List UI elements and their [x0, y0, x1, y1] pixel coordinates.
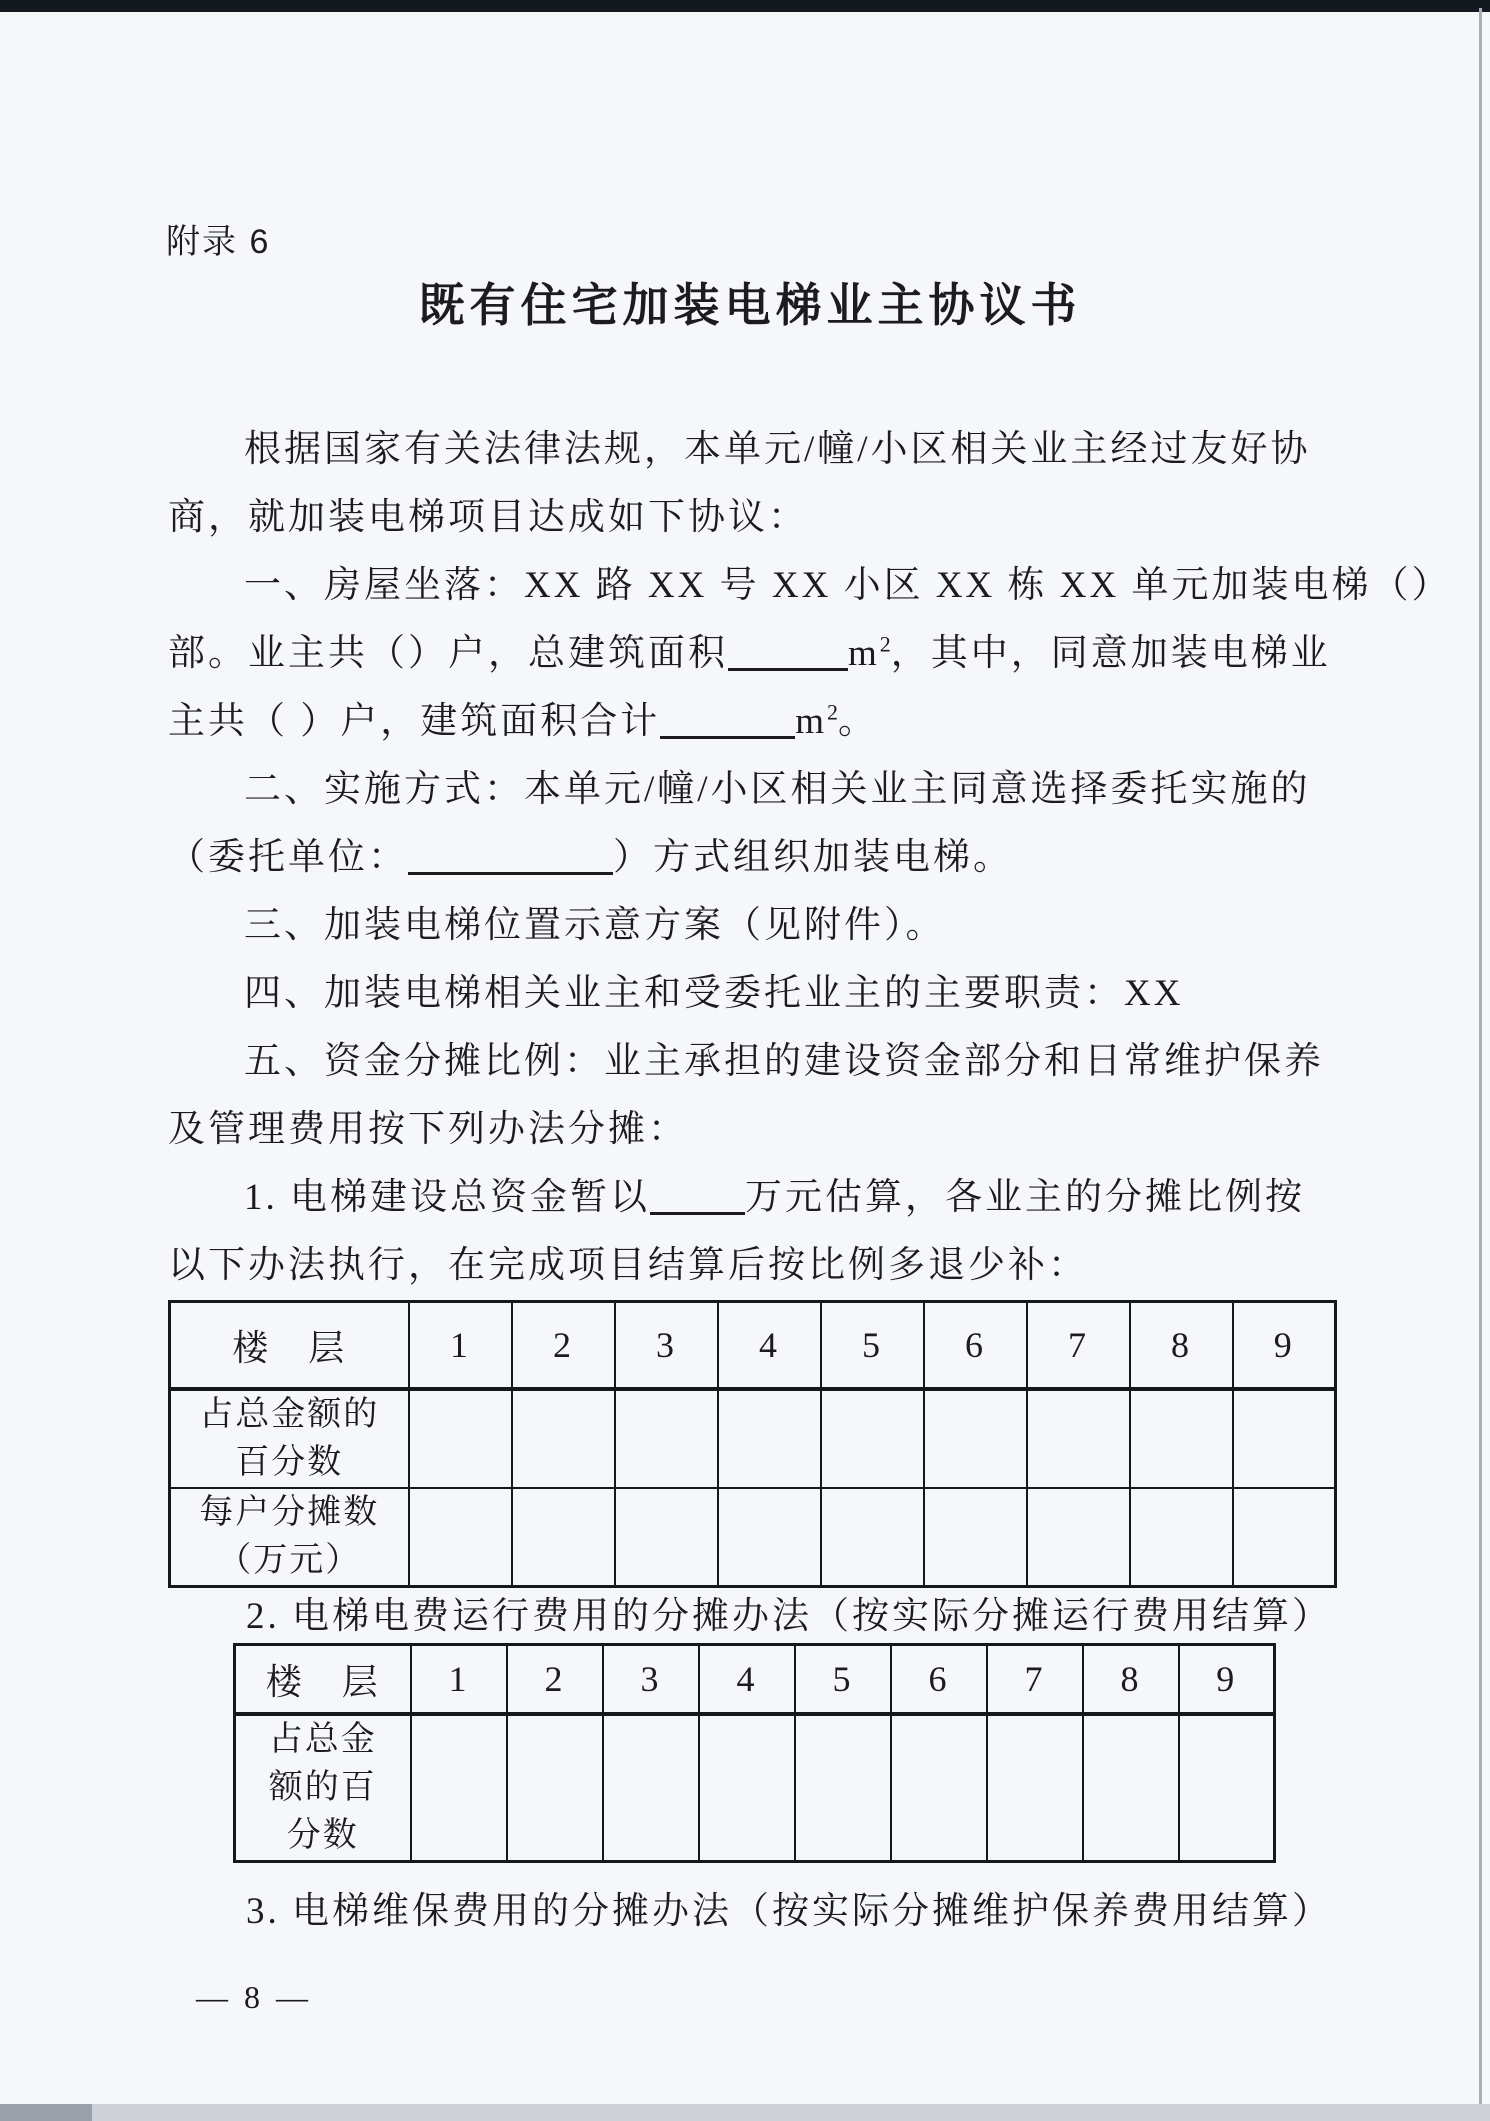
text-segment: ，其中，同意加装电梯业 [890, 633, 1331, 674]
row-label-line: 分数 [286, 1817, 359, 1854]
row-label-line: 百分数 [235, 1444, 344, 1481]
table-header-row [170, 1302, 1336, 1390]
header-cell: 3 [615, 1302, 718, 1390]
text-segment: 1. 电梯建设总资金暂以 [244, 1177, 650, 1218]
body-line-intro-2: 商，就加装电梯项目达成如下协议： [168, 497, 808, 538]
table-cell-empty [699, 1714, 795, 1862]
text-segment: m [795, 701, 828, 742]
table-cell-empty [795, 1714, 891, 1862]
page-title: 既有住宅加装电梯业主协议书 [418, 279, 1082, 331]
row-label-cell [235, 1714, 411, 1862]
table-cell-empty [507, 1714, 603, 1862]
table-cell-empty [1233, 1488, 1336, 1587]
header-cell: 6 [924, 1302, 1027, 1390]
scan-edge-top [0, 0, 1490, 12]
header-cell: 8 [1083, 1645, 1179, 1715]
table-cell-empty [615, 1488, 718, 1587]
header-cell: 2 [507, 1645, 603, 1715]
row-label-line: （万元） [217, 1542, 362, 1579]
header-cell: 3 [603, 1645, 699, 1715]
header-cell: 4 [718, 1302, 821, 1390]
table-row-per-household [170, 1488, 1336, 1587]
table-cell-empty [924, 1389, 1027, 1488]
blank-underline-agreed-area [660, 706, 795, 739]
construction-cost-share-table [168, 1300, 1337, 1588]
text-segment: m [848, 633, 880, 674]
blank-underline-entrusted-unit [408, 842, 613, 875]
scan-edge-right [1479, 8, 1482, 2121]
header-cell: 4 [699, 1645, 795, 1715]
body-line-item5-1: 五、资金分摊比例：业主承担的建设资金部分和日常维护保养 [244, 1041, 1324, 1082]
scan-edge-bottom-left [0, 2104, 92, 2121]
row-label-line: 额的百 [268, 1769, 377, 1806]
table-cell-empty [512, 1488, 615, 1587]
header-cell: 9 [1233, 1302, 1336, 1390]
table-cell-empty [411, 1714, 507, 1862]
header-cell: 1 [409, 1302, 512, 1390]
body-line-item2-1: 二、实施方式：本单元/幢/小区相关业主同意选择委托实施的 [244, 769, 1311, 810]
text-segment: 。 [838, 701, 879, 742]
body-line-item5-2: 及管理费用按下列办法分摊： [168, 1109, 688, 1150]
page-number: — 8 — [196, 1979, 312, 2015]
row-label-cell [170, 1488, 409, 1587]
header-cell: 9 [1179, 1645, 1275, 1715]
table-row-percentage [170, 1389, 1336, 1488]
body-line-sub3: 3. 电梯维保费用的分摊办法（按实际分摊维护保养费用结算） [246, 1891, 1332, 1932]
header-cell-floor: 楼 层 [170, 1302, 409, 1390]
scan-edge-bottom [0, 2104, 1490, 2121]
table-cell-empty [409, 1389, 512, 1488]
table-cell-empty [891, 1714, 987, 1862]
table-header-row [235, 1645, 1275, 1715]
body-line-item1-2 [168, 620, 1332, 688]
table-cell-empty [1027, 1488, 1130, 1587]
row-label-line: 占总金 [268, 1721, 377, 1758]
table-cell-empty [615, 1389, 718, 1488]
header-cell: 6 [891, 1645, 987, 1715]
header-cell: 8 [1130, 1302, 1233, 1390]
header-cell: 7 [1027, 1302, 1130, 1390]
header-cell: 2 [512, 1302, 615, 1390]
row-label-line: 每户分摊数 [199, 1494, 380, 1531]
agreement-body [168, 416, 1452, 1300]
text-segment: 万元估算，各业主的分摊比例按 [745, 1177, 1305, 1218]
table-cell-empty [1027, 1389, 1130, 1488]
appendix-label: 附录 6 [166, 223, 271, 261]
row-label-line: 占总金额的 [199, 1396, 380, 1433]
table-row-percentage [235, 1714, 1275, 1862]
table-cell-empty [409, 1488, 512, 1587]
body-line-item1-1: 一、房屋坐落：XX 路 XX 号 XX 小区 XX 栋 XX 单元加装电梯（） [244, 565, 1452, 606]
body-line-item1-3 [168, 688, 1332, 756]
text-segment: （委托单位： [168, 837, 408, 878]
header-cell: 1 [411, 1645, 507, 1715]
header-cell-floor: 楼 层 [235, 1645, 411, 1715]
table-cell-empty [987, 1714, 1083, 1862]
blank-underline-total-area [728, 638, 848, 671]
body-line-item4: 四、加装电梯相关业主和受委托业主的主要职责：XX [244, 973, 1184, 1014]
electricity-cost-share-table [233, 1643, 1276, 1863]
table-cell-empty [1083, 1714, 1179, 1862]
superscript-2: 2 [827, 699, 839, 725]
table-cell-empty [512, 1389, 615, 1488]
table-cell-empty [821, 1389, 924, 1488]
table-cell-empty [603, 1714, 699, 1862]
table-cell-empty [718, 1488, 821, 1587]
header-cell: 5 [821, 1302, 924, 1390]
text-segment: 主共（ ）户，建筑面积合计 [168, 701, 661, 742]
text-segment: ）方式组织加装电梯。 [613, 837, 1013, 878]
table-cell-empty [1233, 1389, 1336, 1488]
body-line-item3: 三、加装电梯位置示意方案（见附件）。 [244, 905, 946, 946]
table-cell-empty [1130, 1488, 1233, 1587]
table-cell-empty [1179, 1714, 1275, 1862]
blank-underline-total-fund [650, 1182, 745, 1215]
table-cell-empty [924, 1488, 1027, 1587]
text-segment: 部。业主共（）户，总建筑面积 [168, 633, 728, 674]
table-cell-empty [821, 1488, 924, 1587]
body-line-sub1-2: 以下办法执行，在完成项目结算后按比例多退少补： [168, 1245, 1088, 1286]
body-line-sub2: 2. 电梯电费运行费用的分摊办法（按实际分摊运行费用结算） [246, 1596, 1332, 1637]
header-cell: 7 [987, 1645, 1083, 1715]
row-label-cell [170, 1389, 409, 1488]
superscript-2: 2 [879, 631, 891, 657]
table-cell-empty [1130, 1389, 1233, 1488]
body-line-sub1-1 [168, 1164, 1332, 1232]
table-cell-empty [718, 1389, 821, 1488]
body-line-item2-2 [168, 824, 1332, 892]
header-cell: 5 [795, 1645, 891, 1715]
body-line-intro-1: 根据国家有关法律法规，本单元/幢/小区相关业主经过友好协 [244, 429, 1311, 470]
